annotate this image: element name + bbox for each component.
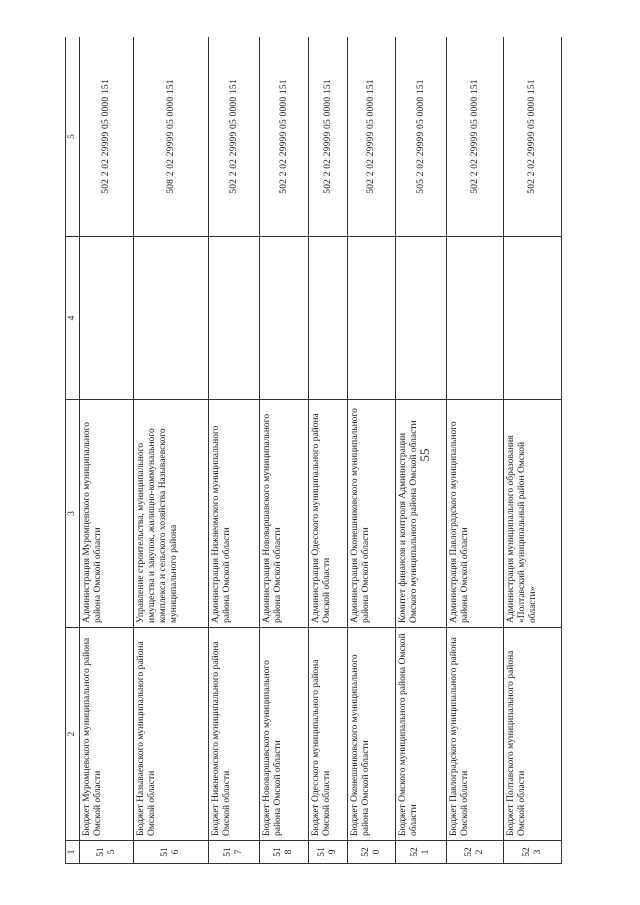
budget-name: Бюджет Называевского муниципального района Омской области [134,628,209,841]
administrator-name: Комитет финансов и контроля Администрации Омского муниципального района Омской области [396,400,447,628]
table-row [134,37,209,864]
header-cell-5: 5 [66,37,80,237]
row-number: 518 [260,841,309,864]
table-row [309,37,348,864]
column-4-cell [80,237,134,400]
table-row [260,37,309,864]
column-4-cell [447,237,504,400]
column-4-cell [504,237,562,400]
row-number: 523 [504,841,562,864]
administrator-name: Управление строительства, муниципального имущества и закупок, жилищно-коммунального комплекса и сельского хозяйства Называевского муниципального района [134,400,209,628]
row-number: 517 [209,841,260,864]
budget-name: Бюджет Муромцевского муниципального района Омской области [80,628,134,841]
row-number: 521 [396,841,447,864]
column-4-cell [396,237,447,400]
row-number: 516 [134,841,209,864]
page-number: 55 [417,448,432,462]
budget-table-rotated [65,37,572,864]
budget-code: 502 2 02 29999 05 0000 151 [309,37,348,237]
budget-name: Бюджет Нижнеомского муниципального района Омской области [209,628,260,841]
header-cell-1: 1 [66,841,80,864]
column-4-cell [309,237,348,400]
row-number: 522 [447,841,504,864]
budget-name: Бюджет Одесского муниципального района Омской области [309,628,348,841]
budget-name: Бюджет Нововаршавского муниципального района Омской области [260,628,309,841]
header-cell-3: 3 [66,400,80,628]
header-row [66,37,80,864]
column-4-cell [209,237,260,400]
administrator-name: Администрация Павлоградского муниципального района Омской области [447,400,504,628]
row-number: 515 [80,841,134,864]
row-number: 520 [348,841,396,864]
administrator-name: Администрация Нововаршавского муниципального района Омской области [260,400,309,628]
budget-name: Бюджет Омского муниципального района Омской области [396,628,447,841]
table-row [348,37,396,864]
table-row [447,37,504,864]
budget-code: 502 2 02 29999 05 0000 151 [209,37,260,237]
header-cell-2: 2 [66,628,80,841]
budget-code: 508 2 02 29999 05 0000 151 [134,37,209,237]
budget-code: 505 2 02 29999 05 0000 151 [396,37,447,237]
budget-code: 502 2 02 29999 05 0000 151 [447,37,504,237]
table-row [209,37,260,864]
column-4-cell [134,237,209,400]
row-number: 519 [309,841,348,864]
budget-code: 502 2 02 29999 05 0000 151 [80,37,134,237]
table-row [80,37,134,864]
column-4-cell [348,237,396,400]
budget-name: Бюджет Полтавского муниципального района Омской области [504,628,562,841]
budget-name: Бюджет Оконешниковского муниципального района Омской области [348,628,396,841]
budget-name: Бюджет Павлоградского муниципального района Омской области [447,628,504,841]
budget-code: 502 2 02 29999 05 0000 151 [348,37,396,237]
administrator-name: Администрация Одесского муниципального района Омской области [309,400,348,628]
administrator-name: Администрация муниципального образования «Полтавский муниципальный район Омской области» [504,400,562,628]
administrator-name: Администрация Нижнеомского муниципального района Омской области [209,400,260,628]
table-row [396,37,447,864]
administrator-name: Администрация Муромцевского муниципального района Омской области [80,400,134,628]
budget-code: 502 2 02 29999 05 0000 151 [260,37,309,237]
rotated-page-area [65,37,572,864]
table-row [504,37,562,864]
administrator-name: Администрация Оконешниковского муниципального района Омской области [348,400,396,628]
budget-code: 502 2 02 29999 05 0000 151 [504,37,562,237]
header-cell-4: 4 [66,237,80,400]
column-4-cell [260,237,309,400]
budget-table [65,37,562,864]
